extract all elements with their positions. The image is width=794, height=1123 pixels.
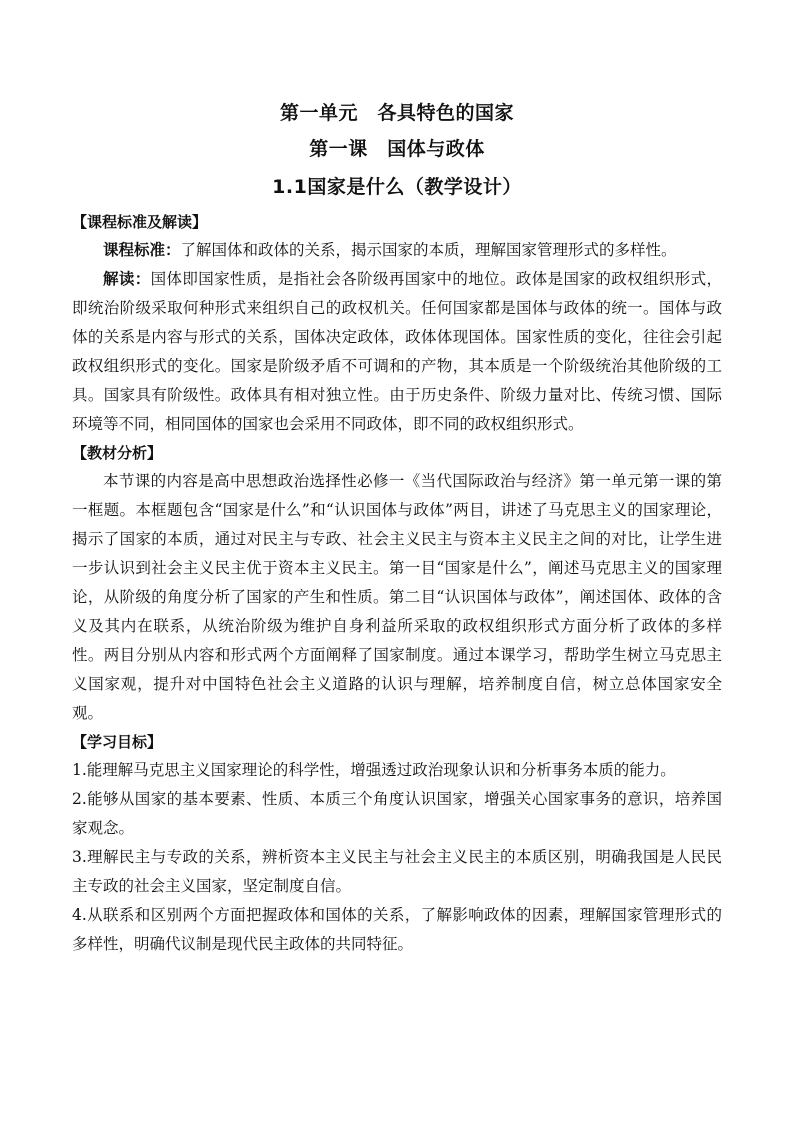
unit-title: 第一单元 各具特色的国家: [279, 102, 514, 124]
section-title: 1.1国家是什么（教学设计）: [272, 176, 522, 198]
objective-item: 3.理解民主与专政的关系，辨析资本主义民主与社会主义民主的本质区别，明确我国是人民民主专政的社会主义国家，坚定制度自信。: [72, 848, 722, 895]
curriculum-standard-paragraph: [72, 236, 722, 265]
objective-item: 4.从联系和区别两个方面把握政体和国体的关系，了解影响政体的因素，理解国家管理形式的多样性，明确代议制是现代民主政体的共同特征。: [72, 906, 722, 953]
interpretation-paragraph: [72, 265, 722, 439]
objective-item: 1.能理解马克思主义国家理论的科学性，增强透过政治现象认识和分析事务本质的能力。: [72, 761, 676, 779]
standard-text: 了解国体和政体的关系，揭示国家的本质，理解国家管理形式的多样性。: [180, 241, 677, 259]
standard-label: 课程标准：: [103, 241, 181, 259]
curriculum-heading: 【课程标准及解读】: [72, 213, 208, 231]
objective-item: 2.能够从国家的基本要素、性质、本质三个角度认识国家，增强关心国家事务的意识，培养国家观念。: [72, 790, 722, 837]
objectives-heading: 【学习目标】: [72, 733, 163, 751]
interpretation-text: 国体即国家性质，是指社会各阶级再国家中的地位。政体是国家的政权组织形式，即统治阶级采取何种形式来组织自己的政权机关。任何国家都是国体与政体的统一。国体与政体的关系是内容与形式的关系，国体决定政体，政体体现国体。国家性质的变化，往往会引起政权组织形式的变化。国家是阶级矛盾不可调和的产物，其本质是一个阶级统治其他阶级的工具。国家具有阶级性。政体具有相对独立性。由于历史条件、阶级力量对比、传统习惯、国际环境等不同，相同国体的国家也会采用不同政体，即不同的政权组织形式。: [72, 270, 722, 433]
lesson-title: 第一课 国体与政体: [309, 138, 485, 160]
objectives-section: [72, 728, 722, 959]
analysis-paragraph: 本节课的内容是高中思想政治选择性必修一《当代国际政治与经济》第一单元第一课的第一框题。本框题包含“国家是什么”和“认识国体与政体”两目，讲述了马克思主义的国家理论，揭示了国家的本质，通过对民主与专政、社会主义民主与资本主义民主之间的对比，让学生进一步认识到社会主义民主优于资本主义民主。第一目“国家是什么”，阐述马克思主义的国家理论，从阶级的角度分析了国家的产生和性质。第二目“认识国体与政体”，阐述国体、政体的含义及其内在联系，从统治阶级为维护自身利益所采取的政权组织形式方面分析了政体的多样性。两目分别从内容和形式两个方面阐释了国家制度。通过本课学习，帮助学生树立马克思主义国家观，提升对中国特色社会主义道路的认识与理解，培养制度自信，树立总体国家安全观。: [72, 472, 722, 722]
interpretation-label: 解读：: [103, 270, 151, 288]
analysis-section: [72, 439, 722, 728]
curriculum-section: [72, 208, 722, 439]
analysis-heading: 【教材分析】: [72, 444, 163, 462]
